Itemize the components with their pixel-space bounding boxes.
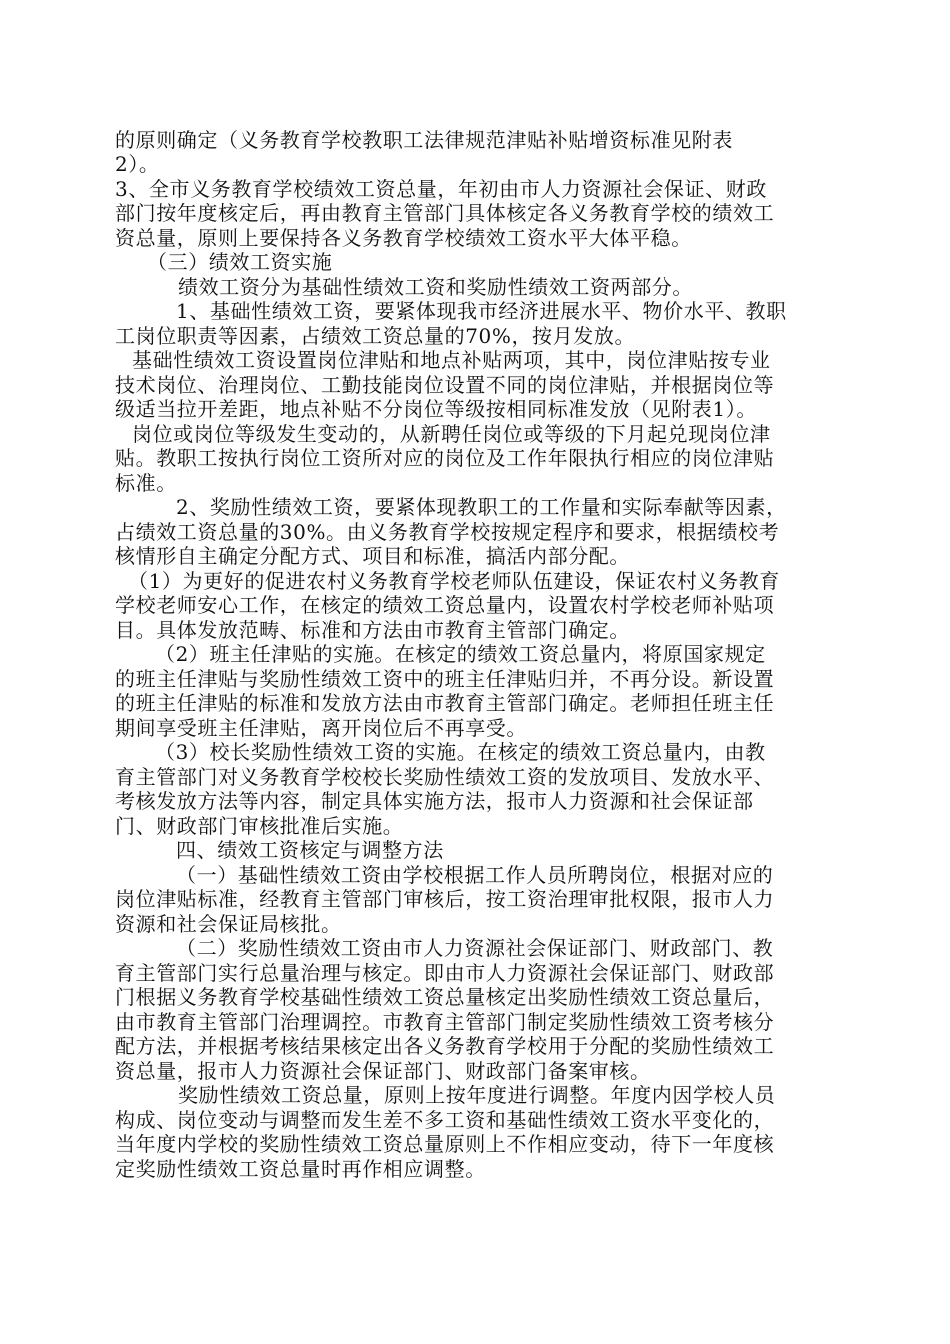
text-line: 学校老师安心工作，在核定的绩效工资总量内，设置农村学校老师补贴项 (115, 593, 775, 617)
text-line: 配方法，并根据考核结果核定出各义务教育学校用于分配的奖励性绩效工 (115, 1034, 775, 1058)
text-line: 核情形自主确定分配方式、项目和标准，搞活内部分配。 (115, 544, 630, 568)
text-line: （1）为更好的促进农村义务教育学校老师队伍建设，保证农村义务教育 (128, 569, 780, 593)
text-line: 标准。 (115, 471, 177, 495)
text-line: 育主管部门实行总量治理与核定。即由市人力资源社会保证部门、财政部 (115, 961, 775, 985)
text-line: 岗位津贴标准，经教育主管部门审核后，按工资治理审批权限，报市人力 (115, 887, 775, 911)
text-line: 资总量，原则上要保持各义务教育学校绩效工资水平大体平稳。 (115, 226, 692, 250)
text-line: 的班主任津贴的标准和发放方法由市教育主管部门确定。老师担任班主任 (115, 691, 775, 715)
text-line: （二）奖励性绩效工资由市人力资源社会保证部门、财政部门、教 (176, 936, 774, 960)
text-line: 资总量，报市人力资源社会保证部门、财政部门备案审核。 (115, 1059, 651, 1083)
text-line: 目。具体发放范畴、标准和方法由市教育主管部门确定。 (115, 618, 630, 642)
text-line: 门、财政部门审核批准后实施。 (115, 814, 404, 838)
text-line: 期间享受班主任津贴，离开岗位后不再享受。 (115, 716, 527, 740)
text-line: 部门按年度核定后，再由教育主管部门具体核定各义务教育学校的绩效工 (115, 201, 775, 225)
text-line: 技术岗位、治理岗位、工勤技能岗位设置不同的岗位津贴，并根据岗位等 (115, 373, 775, 397)
text-line: 级适当拉开差距，地点补贴不分岗位等级按相同标准发放（见附表1）。 (115, 397, 757, 421)
text-line: 考核发放方法等内容，制定具体实施方法，报市人力资源和社会保证部 (115, 789, 754, 813)
text-line: 的原则确定（义务教育学校教职工法律规范津贴补贴增资标准见附表 (115, 128, 733, 152)
text-line: 定奖励性绩效工资总量时再作相应调整。 (115, 1157, 486, 1181)
text-line: 2）。 (115, 152, 160, 176)
text-line: （2）班主任津贴的实施。在核定的绩效工资总量内，将原国家规定 (155, 642, 766, 666)
text-line: 1、基础性绩效工资，要紧体现我市经济进展水平、物价水平、教职 (176, 299, 787, 323)
text-line: 岗位或岗位等级发生变动的，从新聘任岗位或等级的下月起兑现岗位津 (132, 422, 771, 446)
text-line: 工岗位职责等因素，占绩效工资总量的70%，按月发放。 (115, 324, 636, 348)
text-line: 由市教育主管部门治理调控。市教育主管部门制定奖励性绩效工资考核分 (115, 1010, 775, 1034)
text-line: 绩效工资分为基础性绩效工资和奖励性绩效工资两部分。 (178, 275, 693, 299)
text-line: 育主管部门对义务教育学校校长奖励性绩效工资的发放项目、发放水平、 (115, 765, 775, 789)
text-line: 奖励性绩效工资总量，原则上按年度进行调整。年度内因学校人员 (178, 1083, 776, 1107)
text-line: 贴。教职工按执行岗位工资所对应的岗位及工作年限执行相应的岗位津贴 (115, 446, 775, 470)
text-line: （一）基础性绩效工资由学校根据工作人员所聘岗位，根据对应的 (176, 863, 774, 887)
text-line: （3）校长奖励性绩效工资的实施。在核定的绩效工资总量内，由教 (155, 740, 766, 764)
text-line: 的班主任津贴与奖励性绩效工资中的班主任津贴归并，不再分设。新设置 (115, 667, 775, 691)
text-line: 当年度内学校的奖励性绩效工资总量原则上不作相应变动，待下一年度核 (115, 1132, 775, 1156)
text-line: 2、奖励性绩效工资，要紧体现教职工的工作量和实际奉献等因素， (176, 495, 787, 519)
section-heading: 四、绩效工资核定与调整方法 (176, 838, 444, 862)
section-heading: （三）绩效工资实施 (147, 250, 333, 274)
text-line: 3、全市义务教育学校绩效工资总量，年初由市人力资源社会保证、财政 (115, 177, 767, 201)
text-line: 构成、岗位变动与调整而发生差不多工资和基础性绩效工资水平变化的， (115, 1108, 775, 1132)
text-line: 占绩效工资总量的30%。由义务教育学校按规定程序和要求，根据绩校考 (115, 520, 780, 544)
text-line: 门根据义务教育学校基础性绩效工资总量核定出奖励性绩效工资总量后， (115, 985, 775, 1009)
text-line: 资源和社会保证局核批。 (115, 912, 342, 936)
text-line: 基础性绩效工资设置岗位津贴和地点补贴两项，其中，岗位津贴按专业 (132, 348, 771, 372)
